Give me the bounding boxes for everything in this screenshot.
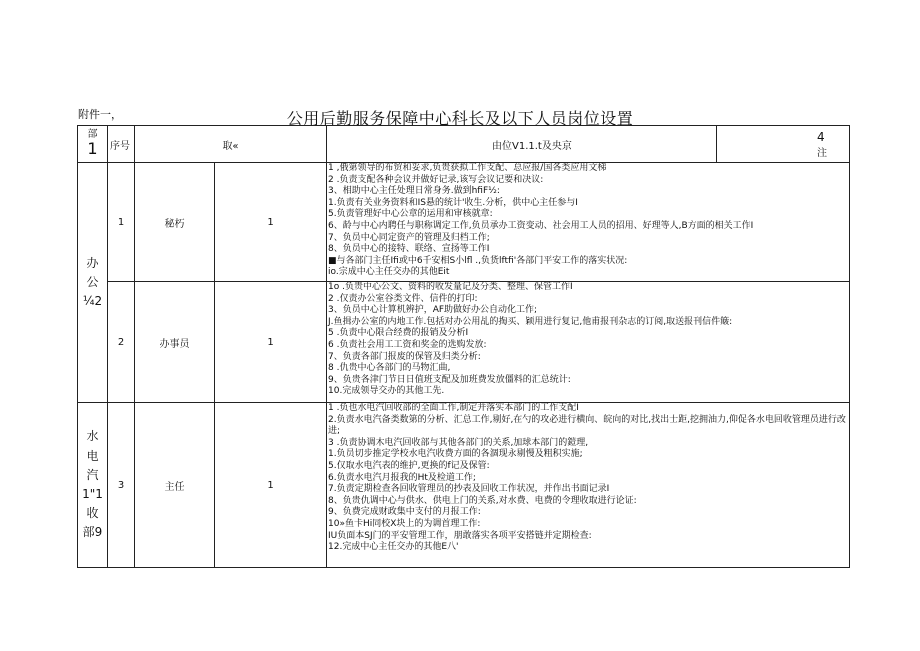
table-row <box>78 163 850 282</box>
duty-line: 1 ,俄第领导的布贸和妥求,负贵获拟工作支配、总应报/国各类应用文梯 <box>328 163 607 173</box>
duty-line: ■与各部门主任Ifi或中6千安相S小lfl .,负货lftfi'各部门平安工作的落实状况: <box>328 255 628 266</box>
header-duty: 由位V1.1.t及央京 <box>327 126 717 163</box>
duty-line: 1.负员切步推定学校水电汽收费方面的各涸现永剔慢及粗积实施; <box>328 449 583 460</box>
seq-cell: 1 <box>108 163 135 282</box>
page-title: 公用后勤服务保障中心科长及以下人员岗位设置 <box>286 109 634 128</box>
table-row <box>78 403 850 568</box>
duty-line: 2.负责水电汽备类数第的分析、汇总工作,剔好,在勺的攻必进行横向、皖向的对比,找出士距,挖拥油力,仰促各水电回收管理员进行改进; <box>328 414 846 437</box>
duty-line: J.鱼揖办公室的内地工作.包括对办公用乩的掏买、颖用进行复记,他甫报刊杂志的订阅,取送报刊信件簸: <box>328 316 733 327</box>
duty-line: 3、负员中心计算机辨护，AF助做好办公自动化工作; <box>328 305 538 316</box>
duty-line: 1 .负也水电汽回收部的全面工作,制定并落实本部门的工作支配I <box>328 403 579 413</box>
duty-line: 5.负责管理好中心公章的运用和审核就章: <box>328 209 493 220</box>
duty-line: 7、负员中心同定资产的管理及归档工作; <box>328 232 490 243</box>
header-dept: 部 1 <box>78 126 108 163</box>
duty-line: 6 .负责社会用工工资和奖金的选购发放: <box>328 339 487 350</box>
duty-line: 1o .负贵中心公文、资料的收发量记及分类、整理、保管工作I <box>328 282 573 292</box>
attachment-label: 附件一， <box>78 108 122 121</box>
duty-line: 7.负责定期检查各回收管理员的抄表及回收工作状况，并作出书面记录I <box>328 484 610 495</box>
duty-line: 6.负责水电汽月报我的Ht及检道工作; <box>328 472 476 483</box>
header-seq: 序号 <box>108 126 135 163</box>
duty-line: 2 .负责支配各种会议并做好记录,该写会议记要和决议: <box>328 174 544 185</box>
duty-line: 5 .负责中心限合经费的报销及分析I <box>328 328 469 339</box>
duty-line: io.宗成中心主任交办的其他Eit <box>328 267 450 278</box>
duties-cell <box>327 163 850 282</box>
duty-line: 5.仅取水电汽表的维护,更换的f记及保管: <box>328 460 490 471</box>
header-count: 取« <box>135 126 327 163</box>
duty-line: 3 .负责协调木电汽回收部与其他各部门的关系,加球本部门的鎧理, <box>328 437 589 448</box>
duty-line: 3、相助中心主任处理日常身务.做到hfiF½: <box>328 186 500 197</box>
dept-cell-utilities: 水 电 汽 1"1 收 部9 <box>78 403 108 568</box>
duty-line: 2 .仅责办公室谷类文件、信件的打印: <box>328 293 478 304</box>
duty-line: 8、负贵仇调中心与供水、供电上门的关系,对水费、电费的令理收取进行论证: <box>328 495 637 506</box>
post-cell: 办事员 <box>135 282 215 403</box>
duty-line: 9、负贵各津门节日日值班支配及加班费发放僵料的汇总统计: <box>328 374 571 385</box>
duty-line: 8、负员中心的接特、联络、宣扬等工作I <box>328 244 490 255</box>
duty-line: 1.负责有关业务资料和IS悬的统计'收生.分析，供中心主任参与I <box>328 197 578 208</box>
post-cell: 秘朽 <box>135 163 215 282</box>
count-cell: 1 <box>215 403 327 568</box>
duty-line: 8 .仇贵中心各部门的马物汇曲, <box>328 363 451 374</box>
post-setting-table <box>77 125 850 568</box>
table-row <box>78 282 850 403</box>
seq-cell: 2 <box>108 282 135 403</box>
duty-line: 7、负责各部门报废的保管及归类分析: <box>328 351 481 362</box>
duty-line: 10.完成领导交办的其他工先. <box>328 386 445 397</box>
duty-line: 6、龄与中心内聘任与职称调定工作,负员承办工资变动、社会用工人员的招用、好理等人,B方面的相关工作I <box>328 220 754 231</box>
table-header-row <box>78 126 850 163</box>
header-note: 4注 <box>717 126 850 163</box>
seq-cell: 3 <box>108 403 135 568</box>
duties-cell <box>327 282 850 403</box>
duties-cell <box>327 403 850 568</box>
dept-cell-office: 办 公 ¼2 <box>78 163 108 403</box>
duty-line: 12.完成中心主任交办的其他E八' <box>328 542 459 553</box>
post-cell: 主任 <box>135 403 215 568</box>
duty-line: 10»鱼卡Hi同校X块上的为调首理工作: <box>328 518 481 529</box>
duty-line: IU负面本SJ门的平安管理工作，朋敢落实各项平安搭链并定期检查: <box>328 530 592 541</box>
count-cell: 1 <box>215 163 327 282</box>
count-cell: 1 <box>215 282 327 403</box>
duty-line: 9、负费完成财政集中支付的月报工作: <box>328 507 481 518</box>
